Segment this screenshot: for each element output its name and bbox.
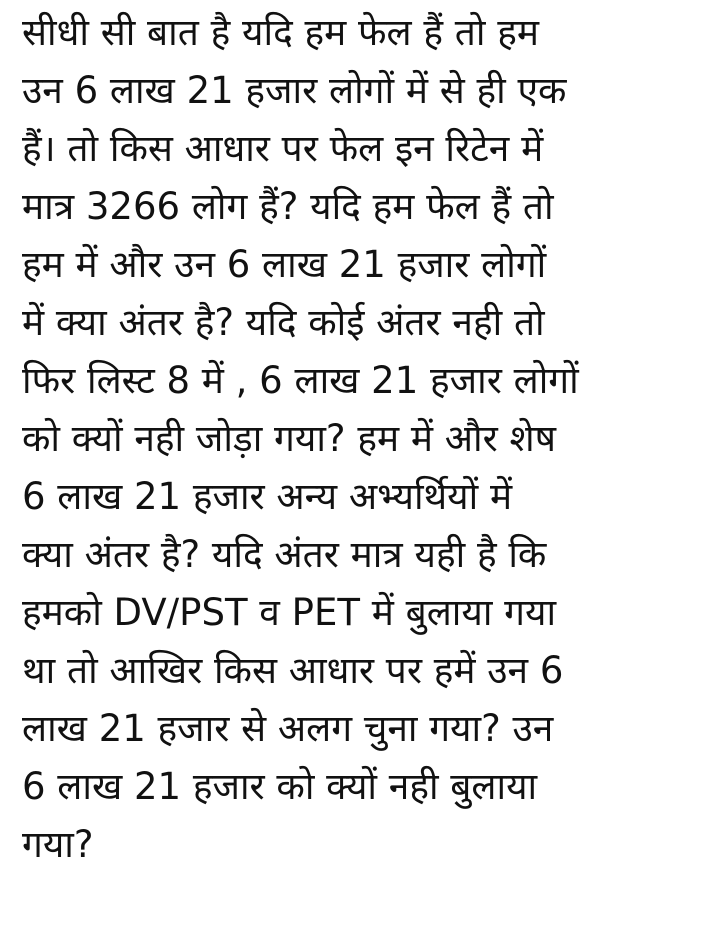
text-line-6: में क्या अंतर है? यदि कोई अंतर नही तो <box>22 301 545 344</box>
text-line-7: फिर लिस्ट 8 में , 6 लाख 21 हजार लोगों <box>22 359 579 402</box>
text-line-5: हम में और उन 6 लाख 21 हजार लोगों <box>22 243 547 286</box>
text-line-10: क्या अंतर है? यदि अंतर मात्र यही है कि <box>22 533 547 576</box>
text-line-12: था तो आखिर किस आधार पर हमें उन 6 <box>22 649 564 692</box>
text-line-11: हमको DV/PST व PET में बुलाया गया <box>22 591 557 634</box>
text-line-1: सीधी सी बात है यदि हम फेल हैं तो हम <box>22 11 539 54</box>
text-line-3: हैं। तो किस आधार पर फेल इन रिटेन में <box>22 127 544 170</box>
text-line-13: लाख 21 हजार से अलग चुना गया? उन <box>22 707 554 750</box>
text-line-14: 6 लाख 21 हजार को क्यों नही बुलाया <box>22 765 538 808</box>
text-line-2: उन 6 लाख 21 हजार लोगों में से ही एक <box>22 69 567 112</box>
text-line-8: को क्यों नही जोड़ा गया? हम में और शेष <box>22 417 557 460</box>
text-line-9: 6 लाख 21 हजार अन्य अभ्यर्थियों में <box>22 475 513 518</box>
body-text <box>22 4 712 874</box>
text-line-15: गया? <box>22 823 94 866</box>
text-line-4: मात्र 3266 लोग हैं? यदि हम फेल हैं तो <box>22 185 554 228</box>
